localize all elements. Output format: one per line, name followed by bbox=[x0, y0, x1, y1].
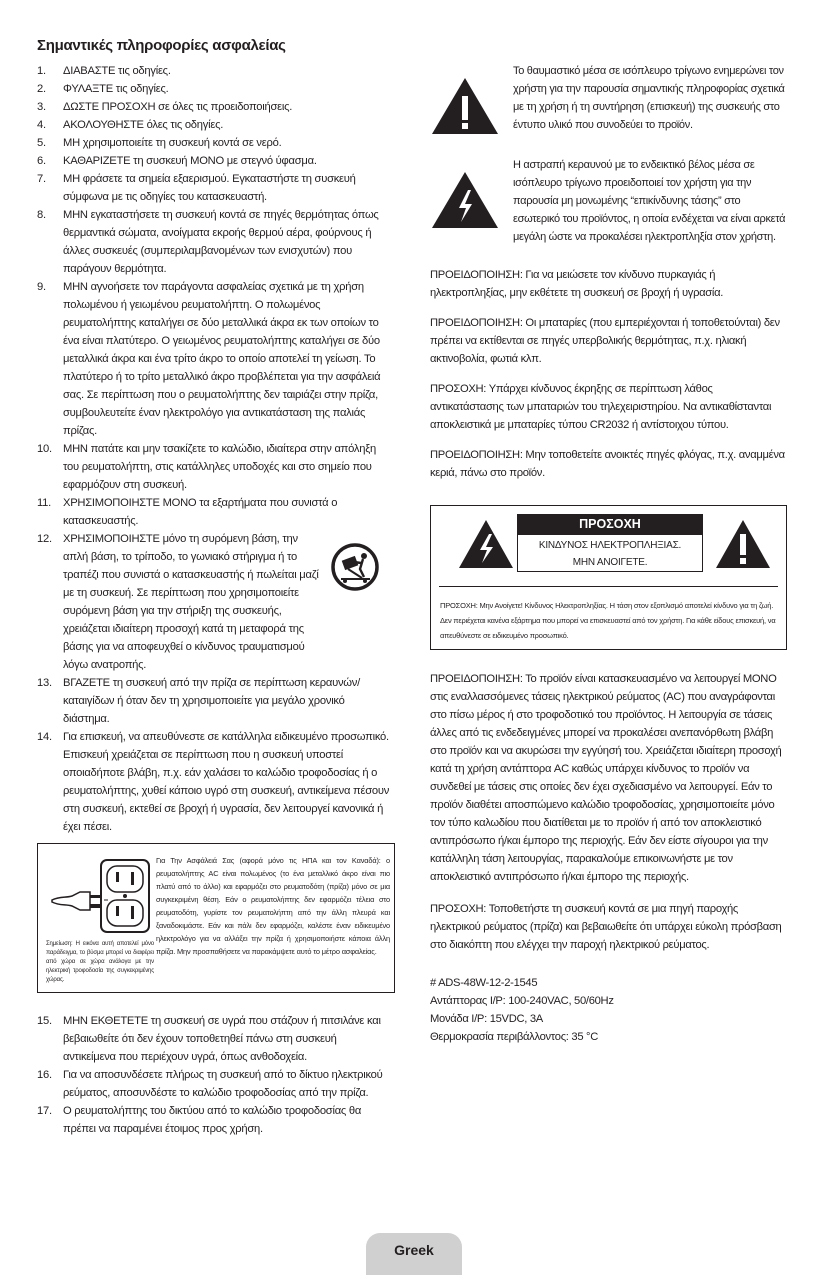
item-text: ΔΩΣΤΕ ΠΡΟΣΟΧΗ σε όλες τις προειδοποιήσεις. bbox=[63, 101, 293, 113]
spec-adapter-input: Αντάπτορας I/P: 100-240VAC, 50/60Hz bbox=[430, 995, 614, 1007]
symbols-and-warnings bbox=[430, 62, 787, 494]
caution-title: ΠΡΟΣΟΧΗ bbox=[517, 514, 703, 534]
list-item bbox=[37, 728, 392, 836]
warning-open-flame: ΠΡΟΕΙΔΟΠΟΙΗΣΗ: Μην τοποθετείτε ανοικτές πηγές φλόγας, π.χ. αναμμένα κεριά, πάνω στο προϊόν. bbox=[430, 449, 785, 479]
safety-list-continued bbox=[37, 1012, 392, 1138]
list-item bbox=[37, 440, 392, 494]
exclamation-symbol-row bbox=[430, 62, 787, 148]
lightning-triangle-icon bbox=[457, 518, 515, 570]
cart-tip-over-warning-icon bbox=[330, 542, 380, 592]
item-text: ΜΗ φράσετε τα σημεία εξαερισμού. Εγκαταστήστε τη συσκευή σύμφωνα με τις οδηγίες του κατασκευαστή. bbox=[63, 173, 356, 203]
item-text: ΦΥΛΑΞΤΕ τις οδηγίες. bbox=[63, 83, 169, 95]
lightning-symbol-row bbox=[430, 156, 787, 266]
language-tab: Greek bbox=[366, 1233, 462, 1275]
list-item bbox=[37, 1102, 392, 1138]
list-item bbox=[37, 134, 392, 152]
divider bbox=[439, 586, 778, 587]
list-item bbox=[37, 278, 392, 440]
safety-list bbox=[37, 62, 392, 836]
plug-caption: Σημείωση: Η εικόνα αυτή αποτελεί μόνο παράδειγμα, το βύσμα μπορεί να διαφέρει από χώρα σε χώρα ανάλογα με την ηλεκτρική τροφοδοσία της συγκεκριμένης χώρας. bbox=[46, 941, 154, 983]
caution-outlet-access: ΠΡΟΣΟΧΗ: Τοποθετήστε τη συσκευή κοντά σε μια πηγή παροχής ηλεκτρικού ρεύματος (πρίζα) και βεβαιωθείτε ότι υπάρχει εύκολη πρόσβαση στο διακόπτη που ελέγχει την παροχή ηλεκτρικού ρεύματος. bbox=[430, 903, 782, 951]
item-number: 14. bbox=[37, 731, 52, 743]
lightning-symbol-text: Η αστραπή κεραυνού με το ενδεικτικό βέλος μέσα σε ισόπλευρο τρίγωνο προειδοποιεί τον χρήστη για την παρουσία μη μονωμένης “επικίνδυνης τάσης” στο εσωτερικό του προϊόντος, η οποία ενδέχεται να είναι αρκετά μεγάλη ώστε να προκαλέσει ηλεκτροπληξία στον χρήστη. bbox=[513, 159, 786, 243]
warning-voltage: ΠΡΟΕΙΔΟΠΟΙΗΣΗ: Το προϊόν είναι κατασκευασμένο να λειτουργεί ΜΟΝΟ στις εναλλασσόμενες τάσεις ηλεκτρικού ρεύματος (AC) που αναγράφονται στο πίσω μέρος ή στο τροφοδοτικό του προϊόντος. Η λειτουργία σε τάσεις άλλες από τις ενδεδειγμένες μπορεί να προκαλέσει ανεπανόρθωτη βλάβη στο προϊόν και να ακυρώσει την εγγύησή του. Χρειάζεται ιδιαίτερη προσοχή κατά τη χρήση αντάπτορα AC καθώς υπάρχει κίνδυνος το προϊόν να συνδεθεί με τάσεις στις οποίες δεν έχει σχεδιασμένο να λειτουργεί. Εάν το προϊόν διαθέτει αποσπώμενο καλώδιο τροφοδοσίας, χρησιμοποιείτε μόνο τον τύπο καλωδίου που διατίθεται με το προϊόν ή από τον αποκλειστικό αντιπρόσωπο ή/και έμπορο της περιοχής. Εάν δεν είστε σίγουροι για την κατάλληλη τάση λειτουργίας, παρακαλούμε επικοινωνήστε με τον αποκλειστικό αντιπρόσωπο ή/και έμπορο της περιοχής. bbox=[430, 673, 782, 883]
warning-battery-explosion: ΠΡΟΣΟΧΗ: Υπάρχει κίνδυνος έκρηξης σε περίπτωση λάθος αντικατάστασης των μπαταριών του τηλεχειριστηρίου. Να αντικαθίστανται αποκλειστικά με μπαταρίες τύπου CR2032 ή αντίστοιχου τύπου. bbox=[430, 383, 772, 431]
item-text: Ο ρευματολήπτης του δικτύου από το καλώδιο τροφοδοσίας θα πρέπει να παραμένει έτοιμος προς χρήση. bbox=[63, 1105, 362, 1135]
item-text: Για επισκευή, να απευθύνεστε σε κατάλληλα ειδικευμένο προσωπικό. Επισκευή χρειάζεται σε περίπτωση που η συσκευή υποστεί οποιαδήποτε βλάβη, π.χ. εάν χαλάσει το καλώδιο τροφοδοσίας ή ο ρευματολήπτης, χυθεί κάποιο υγρό στη συσκευή, αντικείμενα πέσουν στη συσκευή, εκτεθεί σε βροχή ή υγρασία, δεν λειτουργεί κανονικά ή έχει πέσει. bbox=[63, 731, 390, 833]
item-number: 8. bbox=[37, 209, 46, 221]
exclamation-triangle-icon bbox=[430, 76, 500, 136]
item-text: ΜΗΝ εγκαταστήσετε τη συσκευή κοντά σε πηγές θερμότητας όπως θερμαντικά σώματα, ανοίγματα εκροής θερμού αέρα, φούρνους ή άλλες συσκευές (συμπεριλαμβανομένων των ενισχυτών) που παράγουν θερμότητα. bbox=[63, 209, 379, 275]
list-item bbox=[37, 674, 392, 728]
list-item bbox=[37, 116, 392, 134]
list-item bbox=[37, 530, 392, 674]
exclamation-triangle-icon bbox=[714, 518, 772, 570]
item-number: 2. bbox=[37, 83, 46, 95]
item-text: ΜΗΝ πατάτε και μην τσακίζετε το καλώδιο, ιδιαίτερα στην απόληξη του ρευματολήπτη, στις κατάλληλες υποδοχές και στο σημείο που εφαρμόζουν στη συσκευή. bbox=[63, 443, 376, 491]
caution-line-2: ΜΗΝ ΑΝΟΙΓΕΤΕ. bbox=[572, 557, 648, 568]
item-number: 9. bbox=[37, 281, 46, 293]
list-item bbox=[37, 494, 392, 530]
item-number: 15. bbox=[37, 1015, 52, 1027]
item-number: 5. bbox=[37, 137, 46, 149]
spec-list bbox=[430, 974, 787, 1046]
spec-unit-input: Μονάδα I/P: 15VDC, 3A bbox=[430, 1013, 543, 1025]
polarized-plug-notice bbox=[37, 843, 395, 993]
caution-box bbox=[430, 505, 787, 650]
item-number: 6. bbox=[37, 155, 46, 167]
item-number: 13. bbox=[37, 677, 52, 689]
list-item bbox=[37, 98, 392, 116]
caution-subtitle bbox=[517, 534, 703, 572]
item-number: 3. bbox=[37, 101, 46, 113]
power-notices bbox=[430, 670, 787, 1046]
warning-fire-shock: ΠΡΟΕΙΔΟΠΟΙΗΣΗ: Για να μειώσετε τον κίνδυνο πυρκαγιάς ή ηλεκτροπληξίας, μην εκθέτετε τη συσκευή σε βροχή ή υγρασία. bbox=[430, 269, 724, 299]
item-text: ΧΡΗΣΙΜΟΠΟΙΗΣΤΕ μόνο τη συρόμενη βάση, την απλή βάση, το τρίποδο, το γωνιακό στήριγμα ή το τραπέζι που συνιστά ο κατασκευαστής ή πωλείται μαζί με τη συσκευή. Σε περίπτωση που χρησιμοποιείτε συρόμενη βάση για την στήριξη της συσκευής, χρειάζεται ιδιαίτερη προσοχή κατά τη μεταφορά της βάσης για να αποφευχθεί ο κίνδυνος τραυματισμού λόγω ανατροπής. bbox=[63, 533, 319, 671]
list-item bbox=[37, 206, 392, 278]
item-text: ΑΚΟΛΟΥΘΗΣΤΕ όλες τις οδηγίες. bbox=[63, 119, 224, 131]
item-text: ΧΡΗΣΙΜΟΠΟΙΗΣΤΕ ΜΟΝΟ τα εξαρτήματα που συνιστά ο κατασκευαστής. bbox=[63, 497, 338, 527]
item-number: 4. bbox=[37, 119, 46, 131]
item-number: 12. bbox=[37, 533, 52, 545]
spec-model: # ADS-48W-12-2-1545 bbox=[430, 977, 538, 989]
warning-batteries-heat: ΠΡΟΕΙΔΟΠΟΙΗΣΗ: Οι μπαταρίες (που εμπεριέχονται ή τοποθετούνται) δεν πρέπει να εκτίθενται σε πηγές υπερβολικής θερμότητας, π.χ. ηλιακή ακτινοβολία, φωτιά κλπ. bbox=[430, 317, 780, 365]
page-title: Σημαντικές πληροφορίες ασφαλείας bbox=[37, 37, 286, 54]
list-item bbox=[37, 1066, 392, 1102]
item-text: ΜΗΝ ΕΚΘΕΤΕΤΕ τη συσκευή σε υγρά που στάζουν ή πιτσιλάνε και βεβαιωθείτε ότι δεν έχουν τοποθετηθεί πάνω στη συσκευή αντικείμενα που περιέχουν υγρά, όπως ανθοδοχεία. bbox=[63, 1015, 381, 1063]
list-item bbox=[37, 62, 392, 80]
plug-notice-text: Για Την Ασφάλειά Σας (αφορά μόνο τις ΗΠΑ και τον Καναδά): ο ρευματολήπτης AC είναι πολωμένος (το ένα μεταλλικό άκρο είναι πιο πλατύ από το άλλο) και εφαρμόζει στο ρευματοδότη (πρίζα) μόνο σε μια συγκεκριμένη θέση. Εάν ο ρευματολήπτης δεν εφαρμόζει τέλεια στο ρευματοδότη, γυρίστε τον ρευματολήπτη από την άλλη πλευρά και ξαναδοκιμάστε. Εάν και πάλι δεν εφαρμόζει, καλέστε έναν ειδικευμένο ηλεκτρολόγο για να αλλάξει την πρίζα ή χρησιμοποιήστε κάποια άλλη πρίζα. Μην προσπαθήσετε να παρακάμψετε αυτό το μέτρο ασφαλείας. bbox=[156, 856, 390, 956]
item-text: ΔΙΑΒΑΣΤΕ τις οδηγίες. bbox=[63, 65, 171, 77]
item-text: ΜΗ χρησιμοποιείτε τη συσκευή κοντά σε νερό. bbox=[63, 137, 282, 149]
caution-line-1: ΚΙΝΔΥΝΟΣ ΗΛΕΚΤΡΟΠΛΗΞΙΑΣ. bbox=[538, 540, 682, 551]
item-text: ΚΑΘΑΡΙΖΕΤΕ τη συσκευή ΜΟΝΟ με στεγνό ύφασμα. bbox=[63, 155, 317, 167]
item-number: 16. bbox=[37, 1069, 52, 1081]
exclamation-symbol-text: Το θαυμαστικό μέσα σε ισόπλευρο τρίγωνο ενημερώνει τον χρήστη για την παρουσία σημαντικής πληροφορίας σχετικά με τη χρήση ή τη συντήρηση (επισκευή) της συσκευής στο έντυπο υλικό που συνοδεύει το προϊόν. bbox=[513, 65, 785, 131]
item-text: ΒΓΑΖΕΤΕ τη συσκευή από την πρίζα σε περίπτωση κεραυνών/καταιγίδων ή όταν δεν τη χρησιμοποιείτε για μεγάλο χρονικό διάστημα. bbox=[63, 677, 360, 725]
item-text: ΜΗΝ αγνοήσετε τον παράγοντα ασφαλείας σχετικά με τη χρήση πολωμένου ή γειωμένου ρευματολήπτη. Ο πολωμένος ρευματολήπτης καταλήγει σε δύο μεταλλικά άκρα εκ των οποίων το ένα είναι πλατύτερο. Ο γειωμένος ρευματολήπτης καταλήγει σε δύο μεταλλικά άκρα και ένα τρίτο άκρο το οποίο αποτελεί τη γείωση. Το πλατύτερο ή το τρίτο μεταλλικό άκρο προβλέπεται για την ασφάλειά σας. Σε περίπτωση που ο ρευματολήπτης δεν ταιριάζει στην πρίζα, συμβουλευτείτε έναν ηλεκτρολόγο για αντικατάσταση της παλιάς πρίζας. bbox=[63, 281, 381, 437]
list-item bbox=[37, 170, 392, 206]
item-number: 7. bbox=[37, 173, 46, 185]
list-item bbox=[37, 152, 392, 170]
lightning-triangle-icon bbox=[430, 170, 500, 230]
list-item bbox=[37, 1012, 392, 1066]
item-number: 11. bbox=[37, 497, 51, 509]
item-number: 17. bbox=[37, 1105, 52, 1117]
caution-detail: ΠΡΟΣΟΧΗ: Μην Ανοίγετε! Κίνδυνος Ηλεκτροπληξίας. Η τάση στον εξοπλισμό αποτελεί κίνδυνο για τη ζωή. Δεν περιέχεται κανένα εξάρτημα που μπορεί να επισκευαστεί από τον χρήστη. Για κάθε είδους επισκευή, να απευθύνεστε σε ειδικευμένο προσωπικό. bbox=[440, 601, 776, 640]
item-text: Για να αποσυνδέσετε πλήρως τη συσκευή από το δίκτυο ηλεκτρικού ρεύματος, αποσυνδέστε το καλώδιο τροφοδοσίας από την πρίζα. bbox=[63, 1069, 383, 1099]
polarized-plug-outlet-icon bbox=[46, 856, 156, 936]
spec-ambient-temp: Θερμοκρασία περιβάλλοντος: 35 °C bbox=[430, 1031, 599, 1043]
item-number: 1. bbox=[37, 65, 46, 77]
item-number: 10. bbox=[37, 443, 52, 455]
list-item bbox=[37, 80, 392, 98]
